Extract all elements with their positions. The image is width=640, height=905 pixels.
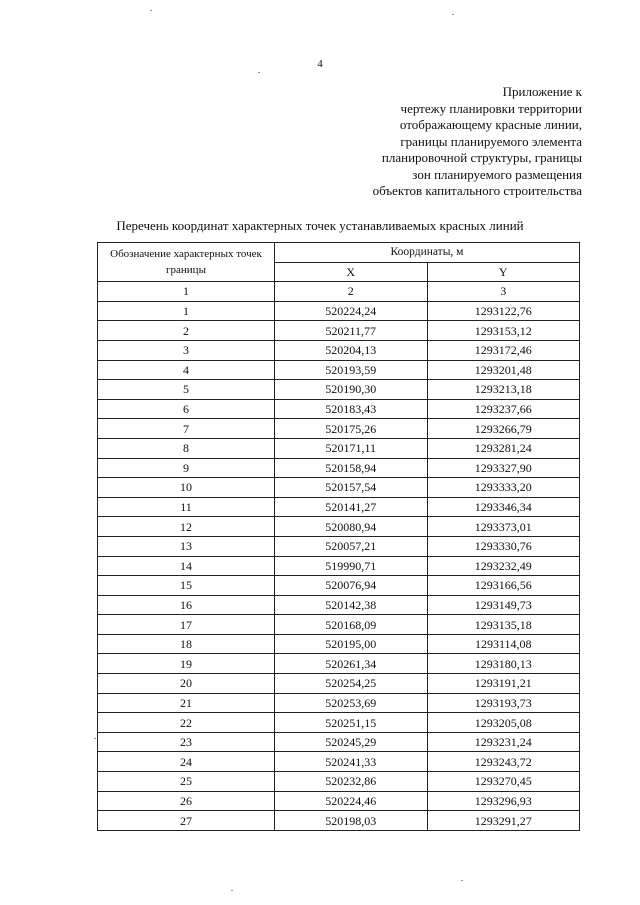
table-body — [98, 301, 580, 830]
table-row — [98, 321, 580, 341]
y-coordinate: 1293122,76 — [427, 301, 580, 321]
x-coordinate: 520168,09 — [275, 615, 428, 635]
point-number: 17 — [98, 615, 275, 635]
point-number: 6 — [98, 399, 275, 419]
scan-speck — [150, 10, 152, 11]
y-coordinate: 1293346,34 — [427, 497, 580, 517]
table-row — [98, 615, 580, 635]
scan-speck — [461, 880, 463, 881]
appendix-block — [373, 84, 582, 200]
header-coordinates: Координаты, м — [275, 243, 580, 263]
appendix-line: отображающему красные линии, — [399, 117, 582, 132]
table-row — [98, 536, 580, 556]
y-coordinate: 1293270,45 — [427, 772, 580, 792]
x-coordinate: 520224,24 — [275, 301, 428, 321]
table-row — [98, 654, 580, 674]
x-coordinate: 520157,54 — [275, 478, 428, 498]
x-coordinate: 520211,77 — [275, 321, 428, 341]
point-number: 22 — [98, 713, 275, 733]
y-coordinate: 1293232,49 — [427, 556, 580, 576]
column-number: 3 — [427, 282, 580, 302]
table-row — [98, 811, 580, 831]
point-number: 20 — [98, 674, 275, 694]
y-coordinate: 1293373,01 — [427, 517, 580, 537]
x-coordinate: 520193,59 — [275, 360, 428, 380]
point-number: 4 — [98, 360, 275, 380]
y-coordinate: 1293237,66 — [427, 399, 580, 419]
point-number: 16 — [98, 595, 275, 615]
y-coordinate: 1293193,73 — [427, 693, 580, 713]
appendix-line: зон планируемого размещения — [412, 166, 582, 182]
table-row — [98, 791, 580, 811]
appendix-line: чертежу планировки территории — [400, 100, 582, 116]
y-coordinate: 1293266,79 — [427, 419, 580, 439]
table-row — [98, 693, 580, 713]
y-coordinate: 1293205,08 — [427, 713, 580, 733]
x-coordinate: 520253,69 — [275, 693, 428, 713]
table-row — [98, 458, 580, 478]
y-coordinate: 1293333,20 — [427, 478, 580, 498]
appendix-line: границы планируемого элемента — [400, 133, 582, 149]
point-number: 19 — [98, 654, 275, 674]
y-coordinate: 1293291,27 — [427, 811, 580, 831]
point-number: 24 — [98, 752, 275, 772]
x-coordinate: 520254,25 — [275, 674, 428, 694]
page-number: 4 — [317, 58, 323, 70]
y-coordinate: 1293135,18 — [427, 615, 580, 635]
scan-speck — [258, 72, 260, 73]
y-coordinate: 1293191,21 — [427, 674, 580, 694]
y-coordinate: 1293172,46 — [427, 340, 580, 360]
table-row — [98, 360, 580, 380]
point-number: 2 — [98, 321, 275, 341]
point-number: 23 — [98, 732, 275, 752]
table-title: Перечень координат характерных точек устанавливаемых красных линий — [116, 218, 524, 233]
point-number: 10 — [98, 478, 275, 498]
y-coordinate: 1293153,12 — [427, 321, 580, 341]
x-coordinate: 520141,27 — [275, 497, 428, 517]
x-coordinate: 520158,94 — [275, 458, 428, 478]
appendix-line: планировочной структуры, границы — [381, 150, 582, 165]
point-number: 1 — [98, 301, 275, 321]
table-row — [98, 595, 580, 615]
header-x: X — [275, 262, 428, 282]
x-coordinate: 520142,38 — [275, 595, 428, 615]
scan-speck — [231, 890, 233, 891]
table-row — [98, 301, 580, 321]
point-number: 12 — [98, 517, 275, 537]
table-row — [98, 634, 580, 654]
x-coordinate: 520080,94 — [275, 517, 428, 537]
x-coordinate: 520171,11 — [275, 438, 428, 458]
point-number: 3 — [98, 340, 275, 360]
x-coordinate: 519990,71 — [275, 556, 428, 576]
column-number: 2 — [275, 282, 428, 302]
table-row — [98, 556, 580, 576]
x-coordinate: 520198,03 — [275, 811, 428, 831]
point-number: 7 — [98, 419, 275, 439]
point-number: 13 — [98, 536, 275, 556]
header-y: Y — [427, 262, 580, 282]
table-row — [98, 772, 580, 792]
x-coordinate: 520241,33 — [275, 752, 428, 772]
y-coordinate: 1293327,90 — [427, 458, 580, 478]
x-coordinate: 520190,30 — [275, 380, 428, 400]
x-coordinate: 520195,00 — [275, 634, 428, 654]
column-number: 1 — [98, 282, 275, 302]
scan-speck — [94, 738, 96, 739]
point-number: 9 — [98, 458, 275, 478]
point-number: 25 — [98, 772, 275, 792]
x-coordinate: 520204,13 — [275, 340, 428, 360]
y-coordinate: 1293114,08 — [427, 634, 580, 654]
table-row — [98, 419, 580, 439]
table-row — [98, 380, 580, 400]
y-coordinate: 1293213,18 — [427, 380, 580, 400]
table-row — [98, 713, 580, 733]
x-coordinate: 520251,15 — [275, 713, 428, 733]
y-coordinate: 1293330,76 — [427, 536, 580, 556]
point-number: 21 — [98, 693, 275, 713]
point-number: 5 — [98, 380, 275, 400]
x-coordinate: 520224,46 — [275, 791, 428, 811]
scan-speck — [452, 14, 454, 15]
y-coordinate: 1293166,56 — [427, 576, 580, 596]
table-row — [98, 752, 580, 772]
coordinates-table — [97, 242, 580, 831]
table-row — [98, 576, 580, 596]
header-point-designation: Обозначение характерных точек границы — [98, 243, 275, 282]
point-number: 15 — [98, 576, 275, 596]
point-number: 8 — [98, 438, 275, 458]
point-number: 11 — [98, 497, 275, 517]
point-number: 26 — [98, 791, 275, 811]
x-coordinate: 520183,43 — [275, 399, 428, 419]
x-coordinate: 520261,34 — [275, 654, 428, 674]
x-coordinate: 520175,26 — [275, 419, 428, 439]
table-row — [98, 438, 580, 458]
x-coordinate: 520076,94 — [275, 576, 428, 596]
table-row — [98, 517, 580, 537]
appendix-line: Приложение к — [502, 84, 582, 99]
y-coordinate: 1293180,13 — [427, 654, 580, 674]
y-coordinate: 1293201,48 — [427, 360, 580, 380]
table-row — [98, 497, 580, 517]
table-row — [98, 478, 580, 498]
y-coordinate: 1293231,24 — [427, 732, 580, 752]
x-coordinate: 520232,86 — [275, 772, 428, 792]
y-coordinate: 1293243,72 — [427, 752, 580, 772]
point-number: 18 — [98, 634, 275, 654]
table-row — [98, 340, 580, 360]
table-row — [98, 732, 580, 752]
point-number: 14 — [98, 556, 275, 576]
y-coordinate: 1293149,73 — [427, 595, 580, 615]
table-row — [98, 674, 580, 694]
x-coordinate: 520245,29 — [275, 732, 428, 752]
y-coordinate: 1293296,93 — [427, 791, 580, 811]
point-number: 27 — [98, 811, 275, 831]
appendix-line: объектов капитального строительства — [372, 183, 582, 198]
table-row — [98, 399, 580, 419]
x-coordinate: 520057,21 — [275, 536, 428, 556]
y-coordinate: 1293281,24 — [427, 438, 580, 458]
